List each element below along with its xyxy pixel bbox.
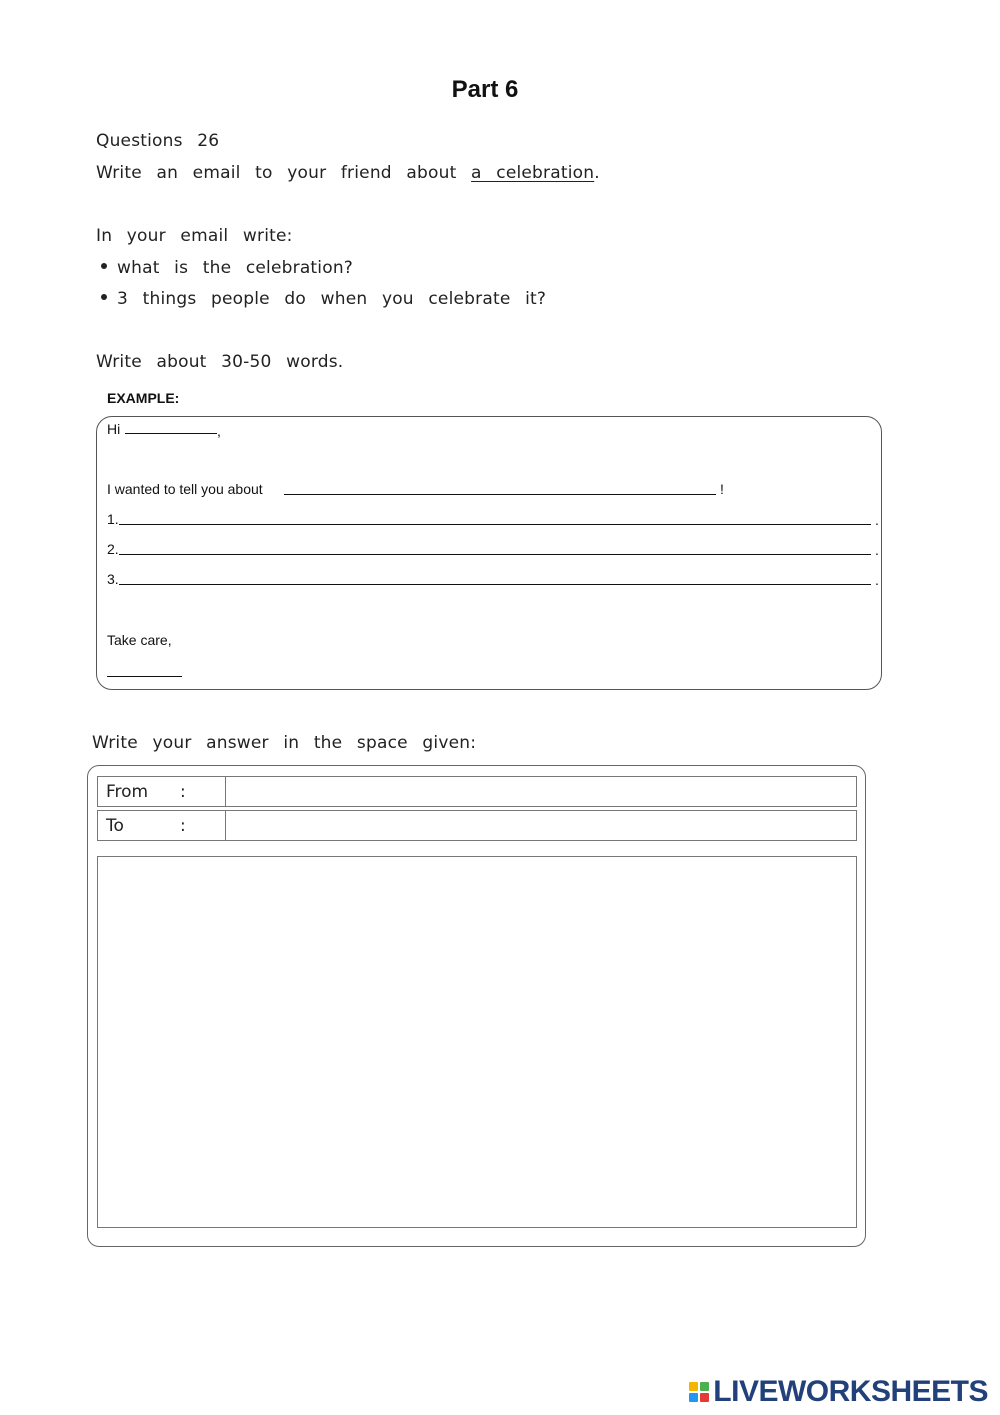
signature-blank-line — [107, 676, 182, 677]
from-input[interactable] — [226, 777, 856, 806]
item-blank-line — [119, 584, 871, 585]
logo-square — [700, 1393, 709, 1402]
to-row — [97, 810, 857, 841]
intro-exclamation: ! — [720, 481, 724, 497]
logo-text: LIVEWORKSHEETS — [713, 1375, 988, 1408]
to-input[interactable] — [226, 811, 856, 840]
bullet-dot-icon — [101, 294, 107, 300]
example-box — [96, 416, 882, 690]
prompt-suffix: . — [594, 163, 600, 183]
greeting-comma: , — [217, 423, 221, 439]
item-blank-line — [119, 554, 871, 555]
example-closing: Take care, — [107, 632, 172, 648]
greeting-blank-line — [125, 433, 217, 434]
question-number: Questions 26 — [96, 131, 220, 151]
prompt-topic: a celebration — [471, 163, 595, 183]
bullet-text: 3 things people do when you celebrate it? — [117, 289, 547, 309]
logo-grid-icon — [689, 1382, 709, 1402]
item-period: . — [875, 542, 879, 558]
to-label: To — [106, 815, 124, 836]
from-label-cell — [98, 777, 226, 806]
page-title: Part 6 — [451, 76, 519, 103]
to-colon: : — [180, 815, 186, 836]
bullet-item — [101, 258, 353, 278]
bullet-item — [101, 289, 546, 309]
example-intro: I wanted to tell you about — [107, 481, 263, 497]
bullet-text: what is the celebration? — [117, 258, 354, 278]
answer-box — [87, 765, 866, 1247]
liveworksheets-logo — [689, 1375, 988, 1409]
email-body-input[interactable] — [97, 856, 857, 1228]
item-period: . — [875, 512, 879, 528]
example-item-number: 3. — [107, 571, 119, 587]
answer-heading: Write your answer in the space given: — [92, 733, 477, 753]
example-greeting: Hi — [107, 421, 121, 437]
logo-square — [700, 1382, 709, 1391]
example-item-number: 2. — [107, 541, 119, 557]
to-label-cell — [98, 811, 226, 840]
intro-blank-line — [284, 494, 716, 495]
word-count-instruction: Write about 30-50 words. — [96, 352, 344, 372]
item-period: . — [875, 572, 879, 588]
instructions-intro: In your email write: — [96, 226, 293, 246]
example-label: EXAMPLE: — [107, 390, 180, 406]
prompt-prefix: Write an email to your friend about — [96, 163, 472, 183]
example-item-number: 1. — [107, 511, 119, 527]
logo-square — [689, 1382, 698, 1391]
logo-square — [689, 1393, 698, 1402]
question-prompt — [96, 163, 600, 183]
bullet-dot-icon — [101, 263, 107, 269]
from-row — [97, 776, 857, 807]
from-colon: : — [180, 781, 186, 802]
from-label: From — [106, 781, 149, 802]
item-blank-line — [119, 524, 871, 525]
